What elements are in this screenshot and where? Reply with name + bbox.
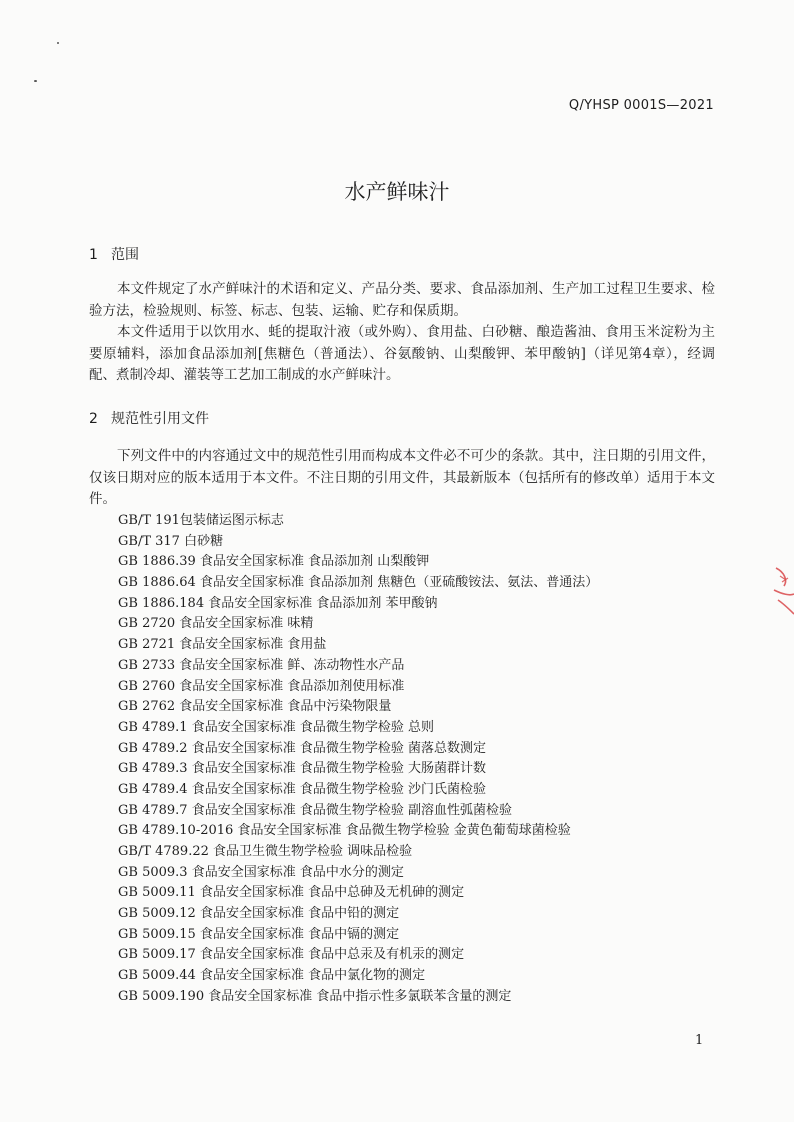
section-number: 1 xyxy=(89,247,98,263)
reference-item: GB 5009.15 食品安全国家标准 食品中镉的测定 xyxy=(118,926,400,942)
reference-item: GB 2733 食品安全国家标准 鲜、冻动物性水产品 xyxy=(118,657,405,673)
scan-speck xyxy=(34,80,37,82)
seal-stamp-fragment xyxy=(770,560,794,620)
reference-item: GB 2720 食品安全国家标准 味精 xyxy=(118,616,314,632)
reference-item: GB 4789.10-2016 食品安全国家标准 食品微生物学检验 金黄色葡萄球菌检验 xyxy=(118,823,571,839)
document-title: 水产鲜味汁 xyxy=(344,180,450,204)
reference-item: GB 2721 食品安全国家标准 食用盐 xyxy=(118,637,327,653)
reference-item: GB 4789.4 食品安全国家标准 食品微生物学检验 沙门氏菌检验 xyxy=(118,781,486,797)
scope-paragraph-1: 本文件规定了水产鲜味汁的术语和定义、产品分类、要求、食品添加剂、生产加工过程卫生要求、检验方法，检验规则、标签、标志、包装、运输、贮存和保质期。 xyxy=(89,281,715,319)
page-number: 1 xyxy=(695,1033,704,1048)
reference-item: GB 2762 食品安全国家标准 食品中污染物限量 xyxy=(118,699,392,715)
section-title: 规范性引用文件 xyxy=(111,411,209,427)
reference-item: GB 5009.11 食品安全国家标准 食品中总砷及无机砷的测定 xyxy=(118,885,465,901)
reference-item: GB 5009.12 食品安全国家标准 食品中铅的测定 xyxy=(118,906,400,922)
reference-item: GB 4789.2 食品安全国家标准 食品微生物学检验 菌落总数测定 xyxy=(118,740,486,756)
section-2-heading xyxy=(89,408,209,428)
section-number: 2 xyxy=(89,411,98,427)
reference-item: GB 4789.7 食品安全国家标准 食品微生物学检验 副溶血性弧菌检验 xyxy=(118,802,512,818)
reference-item: GB 2760 食品安全国家标准 食品添加剂使用标准 xyxy=(118,678,405,694)
reference-item: GB 1886.39 食品安全国家标准 食品添加剂 山梨酸钾 xyxy=(118,554,430,570)
reference-item: GB 5009.44 食品安全国家标准 食品中氯化物的测定 xyxy=(118,968,426,984)
scan-speck xyxy=(57,42,59,44)
reference-list xyxy=(118,511,738,1008)
reference-item: GB/T 191包装储运图示标志 xyxy=(118,513,284,528)
reference-item: GB 1886.64 食品安全国家标准 食品添加剂 焦糖色（亚硫酸铵法、氨法、普通法） xyxy=(118,575,599,591)
reference-item: GB 5009.3 食品安全国家标准 食品中水分的测定 xyxy=(118,864,404,880)
scope-paragraph-2: 本文件适用于以饮用水、蚝的提取汁液（或外购）、食用盐、白砂糖、酿造酱油、食用玉米淀粉为主要原辅料，添加食品添加剂[焦糖色（普通法）、谷氨酸钠、山梨酸钾、苯甲酸钠]（详见第4章），经调配、煮制冷却、灌装等工艺加工制成的水产鲜味汁。 xyxy=(89,324,715,383)
reference-item: GB 4789.3 食品安全国家标准 食品微生物学检验 大肠菌群计数 xyxy=(118,761,486,777)
reference-item: GB 1886.184 食品安全国家标准 食品添加剂 苯甲酸钠 xyxy=(118,595,438,611)
reference-item: GB 5009.190 食品安全国家标准 食品中指示性多氯联苯含量的测定 xyxy=(118,988,512,1004)
section-title: 范围 xyxy=(111,247,139,263)
reference-item: GB 5009.17 食品安全国家标准 食品中总汞及有机汞的测定 xyxy=(118,947,465,963)
reference-item: GB/T 317 白砂糖 xyxy=(118,533,224,549)
reference-item: GB 4789.1 食品安全国家标准 食品微生物学检验 总则 xyxy=(118,719,434,735)
references-intro-paragraph: 下列文件中的内容通过文中的规范性引用而构成本文件必不可少的条款。其中，注日期的引用文件，仅该日期对应的版本适用于本文件。不注日期的引用文件，其最新版本（包括所有的修改单）适用于本文件。 xyxy=(89,448,715,507)
reference-item: GB/T 4789.22 食品卫生微生物学检验 调味品检验 xyxy=(118,844,413,859)
section-1-heading xyxy=(89,244,139,264)
standard-code: Q/YHSP 0001S—2021 xyxy=(568,98,714,113)
